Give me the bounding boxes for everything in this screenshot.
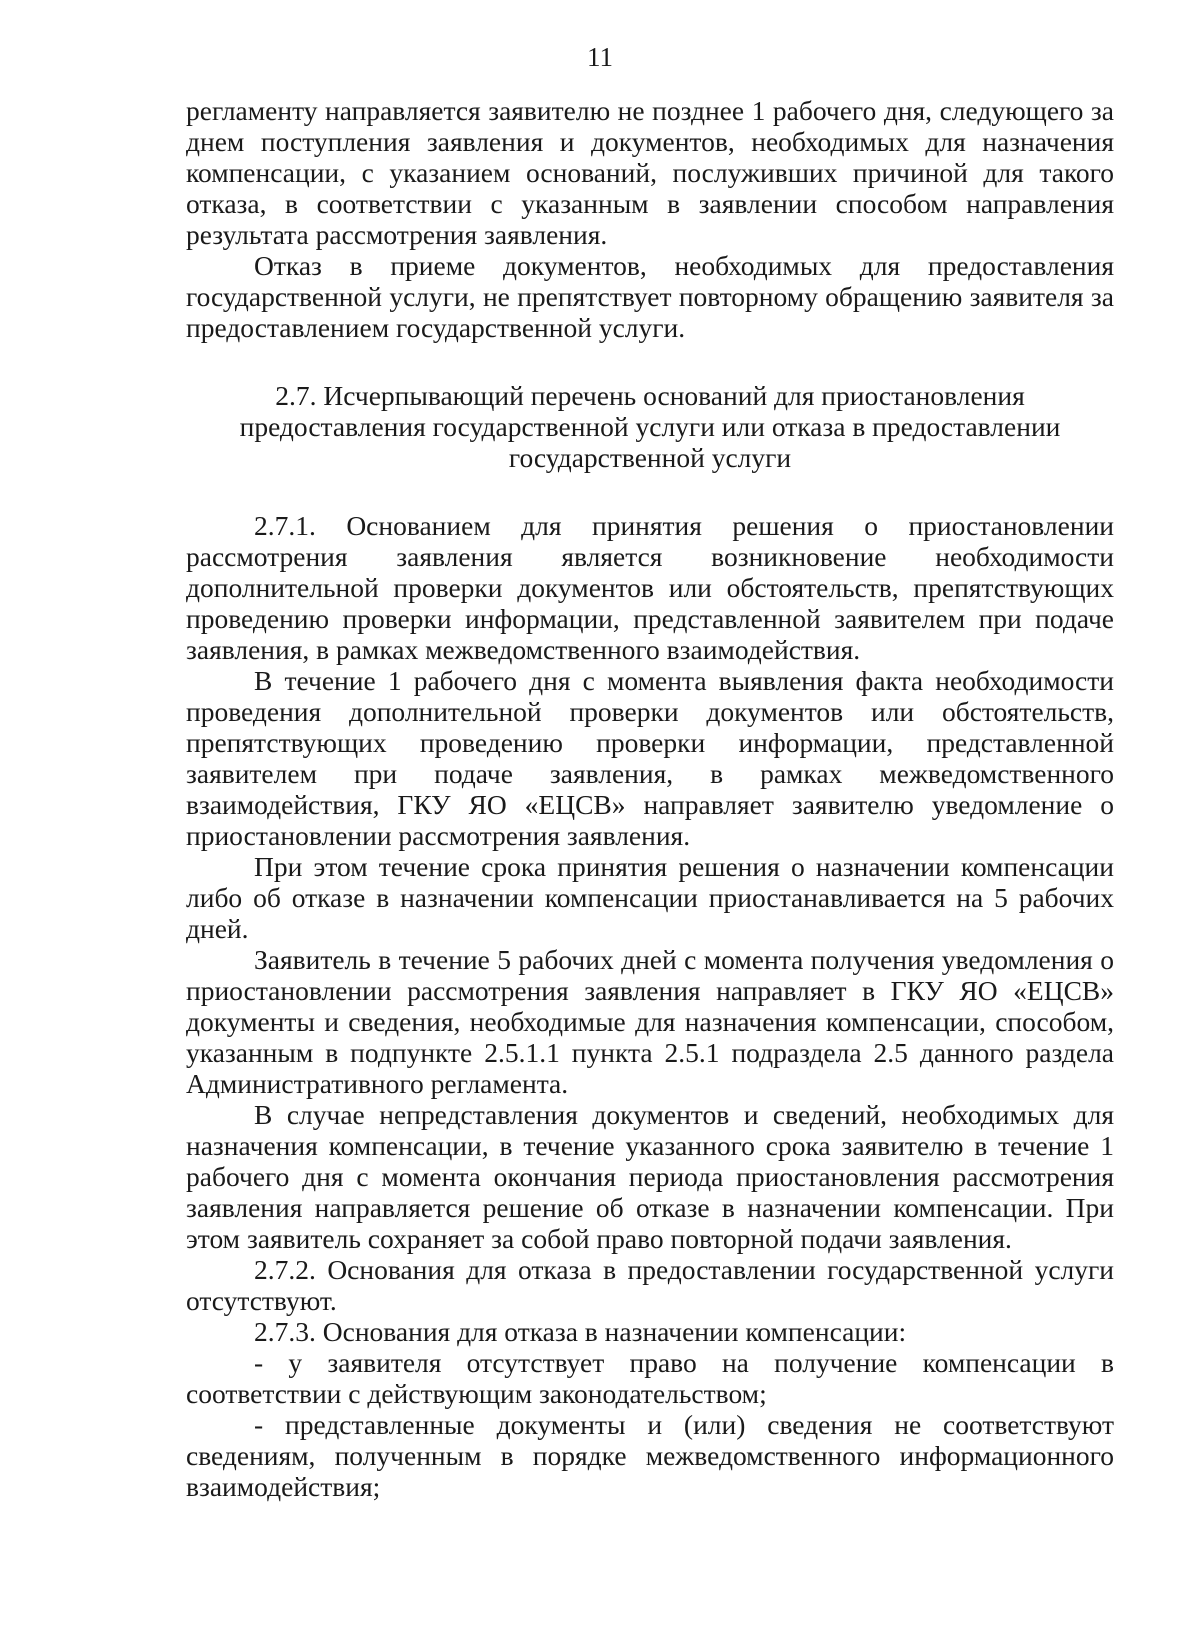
paragraph-2-7-3: 2.7.3. Основания для отказа в назначении компенсации: [254,1316,907,1347]
paragraph-non-submission: В случае непредставления документов и сведений, необходимых для назначения компенсации, в течение указанного срока заявителю в течение 1 рабочего дня с момента окончания периода приостановления рассмотрения заявления направляется решение об отказе в назначении компенсации. При этом заявитель сохраняет за собой право повторной подачи заявления. [186,1099,1114,1254]
paragraph-applicant-documents: Заявитель в течение 5 рабочих дней с момента получения уведомления о приостановлении рассмотрения заявления направляет в ГКУ ЯО «ЕЦСВ» документы и сведения, необходимые для назначения компенсации, способом, указанным в подпункте 2.5.1.1 пункта 2.5.1 подраздела 2.5 данного раздела Административного регламента. [186,944,1114,1099]
paragraph-suspension-term: При этом течение срока принятия решения о назначении компенсации либо об отказе в назначении компенсации приостанавливается на 5 рабочих дней. [186,851,1114,944]
section-title-line: 2.7. Исчерпывающий перечень оснований для приостановления [275,380,1025,411]
paragraph-2-7-1: 2.7.1. Основанием для принятия решения о приостановлении рассмотрения заявления является возникновение необходимости дополнительной проверки документов или обстоятельств, препятствующих проведению проверки информации, представленной заявителем при подаче заявления, в рамках межведомственного взаимодействия. [186,510,1114,665]
paragraph-2-7-2: 2.7.2. Основания для отказа в предоставлении государственной услуги отсутствуют. [186,1254,1114,1316]
document-body [186,95,1114,1502]
refusal-grounds-list [186,1347,1114,1502]
section-title-line: предоставления государственной услуги или отказа в предоставлении [239,411,1061,442]
section-title-2-7 [186,380,1114,473]
section-title-line: государственной услуги [508,442,792,473]
page-number: 11 [587,42,613,72]
list-item: - представленные документы и (или) сведения не соответствуют сведениям, полученным в порядке межведомственного информационного взаимодействия; [186,1409,1114,1502]
list-item: - у заявителя отсутствует право на получение компенсации в соответствии с действующим законодательством; [186,1347,1114,1409]
paragraph-refusal-note: Отказ в приеме документов, необходимых для предоставления государственной услуги, не препятствует повторному обращению заявителя за предоставлением государственной услуги. [186,250,1114,343]
paragraph-notification: В течение 1 рабочего дня с момента выявления факта необходимости проведения дополнительной проверки документов или обстоятельств, препятствующих проведению проверки информации, представленной заявителем при подаче заявления, в рамках межведомственного взаимодействия, ГКУ ЯО «ЕЦСВ» направляет заявителю уведомление о приостановлении рассмотрения заявления. [186,665,1114,851]
paragraph-continuation: регламенту направляется заявителю не позднее 1 рабочего дня, следующего за днем поступления заявления и документов, необходимых для назначения компенсации, с указанием оснований, послуживших причиной для такого отказа, в соответствии с указанным в заявлении способом направления результата рассмотрения заявления. [186,95,1114,250]
